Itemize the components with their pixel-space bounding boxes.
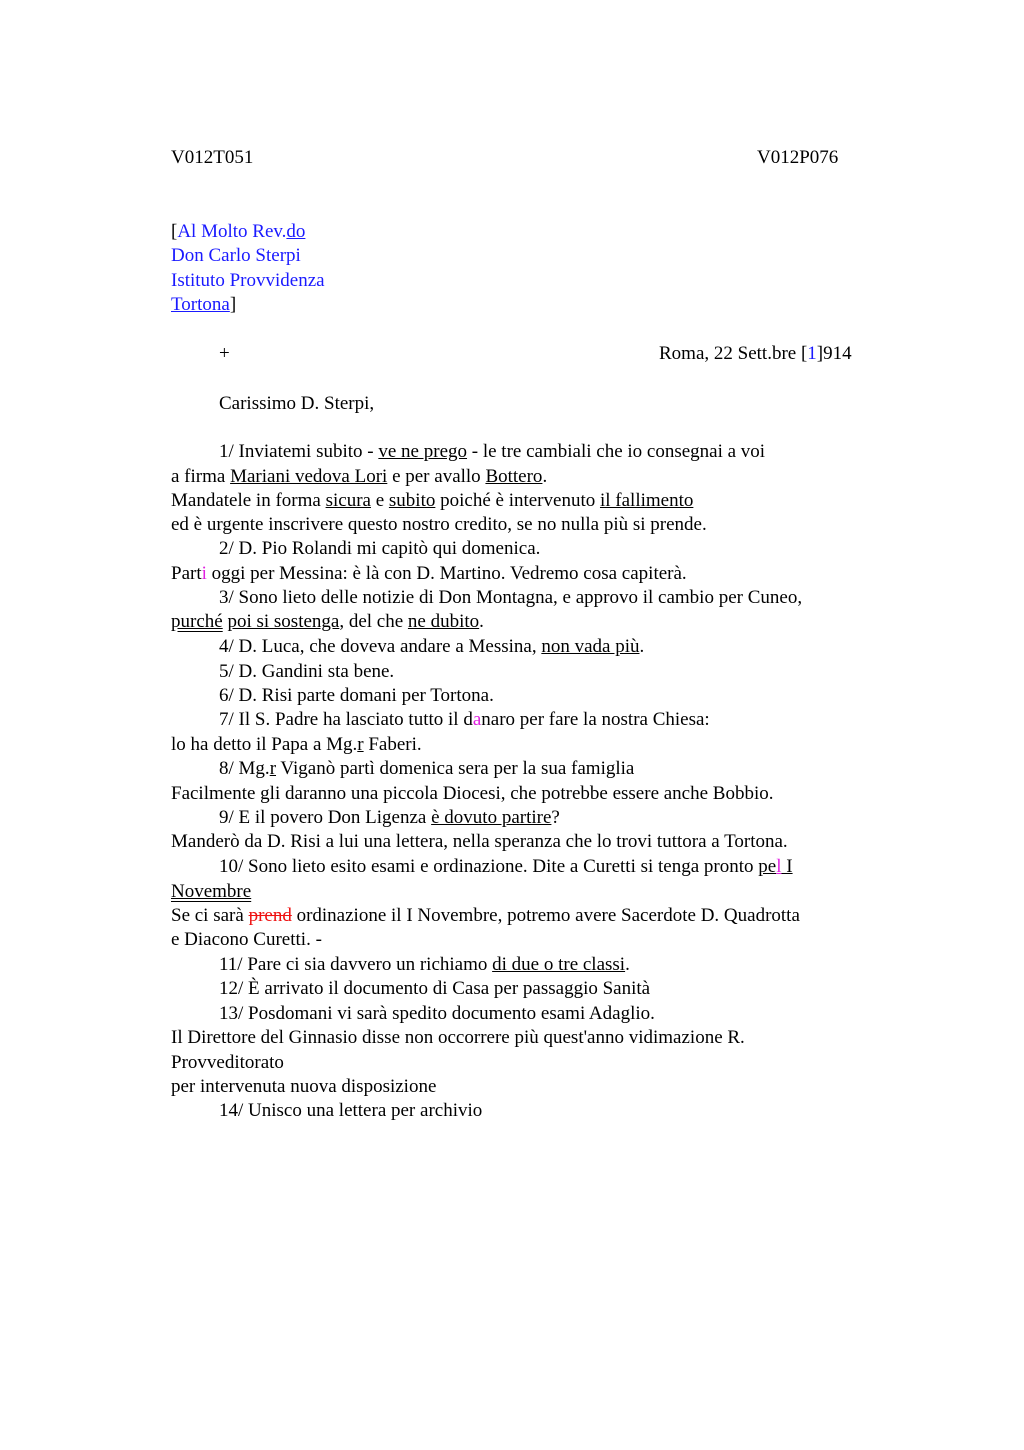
text-run: 1/ Inviatemi subito - [219, 441, 379, 462]
text-run: Se ci sarà [171, 905, 249, 926]
body-line-18 [219, 855, 793, 879]
underlined-text: di due o tre classi [492, 954, 626, 975]
letter-date [659, 342, 852, 366]
body-line-17: Manderò da D. Risi a lui una lettera, nella speranza che lo trovi tuttora a Tortona. [171, 831, 788, 852]
address-line-4 [171, 293, 236, 317]
text-run: naro per fare la nostra Chiesa: [481, 709, 710, 730]
body-line-11: 6/ D. Risi parte domani per Tortona. [219, 685, 494, 706]
text-run: 7/ Il S. Padre ha lasciato tutto il d [219, 709, 473, 730]
body-line-5: 2/ D. Pio Rolandi mi capitò qui domenica. [219, 538, 541, 559]
text-run: 4/ D. Luca, che doveva andare a Messina, [219, 636, 542, 657]
cross-symbol: + [219, 343, 230, 364]
body-line-23: 12/ È arrivato il documento di Casa per passaggio Sanità [219, 978, 651, 999]
text-run: oggi per Messina: è là con D. Martino. Vedremo cosa capiterà. [206, 563, 687, 584]
date-restored-digit: 1 [807, 343, 817, 364]
date-year: ]914 [816, 343, 852, 364]
body-line-27: per intervenuta nuova disposizione [171, 1076, 437, 1097]
body-line-3 [171, 489, 693, 513]
text-run: - le tre cambiali che io consegnai a voi [467, 441, 766, 462]
body-line-14 [219, 757, 634, 781]
body-line-22 [219, 953, 630, 977]
text-run: ordinazione il I Novembre, potremo avere Sacerdote D. Quadrotta [291, 905, 800, 926]
underlined-text: Bottero [485, 466, 543, 487]
body-line-8 [171, 610, 484, 634]
document-code-left: V012T051 [171, 147, 254, 168]
text-run: , del che [339, 611, 408, 632]
body-line-19: Novembre [171, 881, 252, 902]
underlined-text: ve ne prego [378, 441, 468, 462]
underlined-text: r [357, 734, 364, 755]
document-code-right: V012P076 [757, 147, 839, 168]
text-run: e per avallo [387, 466, 486, 487]
body-line-2 [171, 465, 547, 489]
struck-text: prend [248, 905, 292, 926]
body-line-26: Provveditorato [171, 1052, 284, 1073]
corrected-letter: l [776, 856, 782, 877]
address-open-bracket: [ [171, 221, 178, 242]
text-run: ? [551, 807, 560, 828]
address-title-superscript: do [286, 221, 306, 242]
underlined-text: I [781, 856, 793, 877]
body-line-16 [219, 806, 560, 830]
text-run: 9/ E il povero Don Ligenza [219, 807, 432, 828]
text-run: 8/ Mg. [219, 758, 270, 779]
address-close-bracket: ] [229, 294, 237, 315]
body-line-24: 13/ Posdomani vi sarà spedito documento esami Adaglio. [219, 1003, 655, 1024]
body-line-20 [171, 904, 800, 928]
text-run: 11/ Pare ci sia davvero un richiamo [219, 954, 493, 975]
body-line-21: e Diacono Curetti. - [171, 929, 322, 950]
body-line-10: 5/ D. Gandini sta bene. [219, 661, 395, 682]
underlined-text: è dovuto partire [431, 807, 552, 828]
text-run: Viganò partì domenica sera per la sua famiglia [276, 758, 635, 779]
text-run: poiché è intervenuto [435, 490, 600, 511]
underlined-text: ne dubito [407, 611, 480, 632]
corrected-letter: a [472, 709, 482, 730]
salutation: Carissimo D. Sterpi, [219, 393, 375, 414]
underlined-text: poi si sostenga [227, 611, 340, 632]
corrected-letter: i [201, 563, 207, 584]
underlined-text: sicura [325, 490, 371, 511]
text-run: Part [171, 563, 202, 584]
body-line-13 [171, 733, 422, 757]
body-line-9 [219, 635, 644, 659]
text-run: . [542, 466, 548, 487]
text-run: a firma [171, 466, 231, 487]
underlined-text: il fallimento [599, 490, 694, 511]
text-run: . [479, 611, 484, 632]
body-line-25: Il Direttore del Ginnasio disse non occorrere più quest'anno vidimazione R. [171, 1027, 745, 1048]
underlined-text: pe [758, 856, 777, 877]
body-line-7: 3/ Sono lieto delle notizie di Don Montagna, e approvo il cambio per Cuneo, [219, 587, 803, 608]
body-line-1 [219, 440, 765, 464]
body-line-4: ed è urgente inscrivere questo nostro credito, se no nulla più si prende. [171, 514, 707, 535]
underlined-text: Mariani vedova Lori [230, 466, 388, 487]
text-run: . [625, 954, 630, 975]
text-run: e [370, 490, 389, 511]
text-run: Mandatele in forma [171, 490, 326, 511]
underlined-text: r [269, 758, 277, 779]
body-line-12 [219, 708, 710, 732]
double-underlined-text: purché [171, 611, 223, 632]
text-run: . [639, 636, 645, 657]
underlined-text: non vada più [541, 636, 640, 657]
address-line-2: Don Carlo Sterpi [171, 245, 301, 266]
address-line-3: Istituto Provvidenza [171, 270, 325, 291]
body-line-15: Facilmente gli daranno una piccola Diocesi, che potrebbe essere anche Bobbio. [171, 783, 774, 804]
underlined-text: subito [388, 490, 436, 511]
text-run: 10/ Sono lieto esito esami e ordinazione. Dite a Curetti si tenga pronto [219, 856, 759, 877]
body-line-6 [171, 562, 687, 586]
address-city: Tortona [171, 294, 230, 315]
body-line-28: 14/ Unisco una lettera per archivio [219, 1100, 483, 1121]
text-run: lo ha detto il Papa a Mg. [171, 734, 358, 755]
date-text: Roma, 22 Sett.bre [ [659, 343, 808, 364]
text-run: Faberi. [363, 734, 422, 755]
address-line-1 [171, 220, 305, 244]
address-title: Al Molto Rev. [177, 221, 287, 242]
